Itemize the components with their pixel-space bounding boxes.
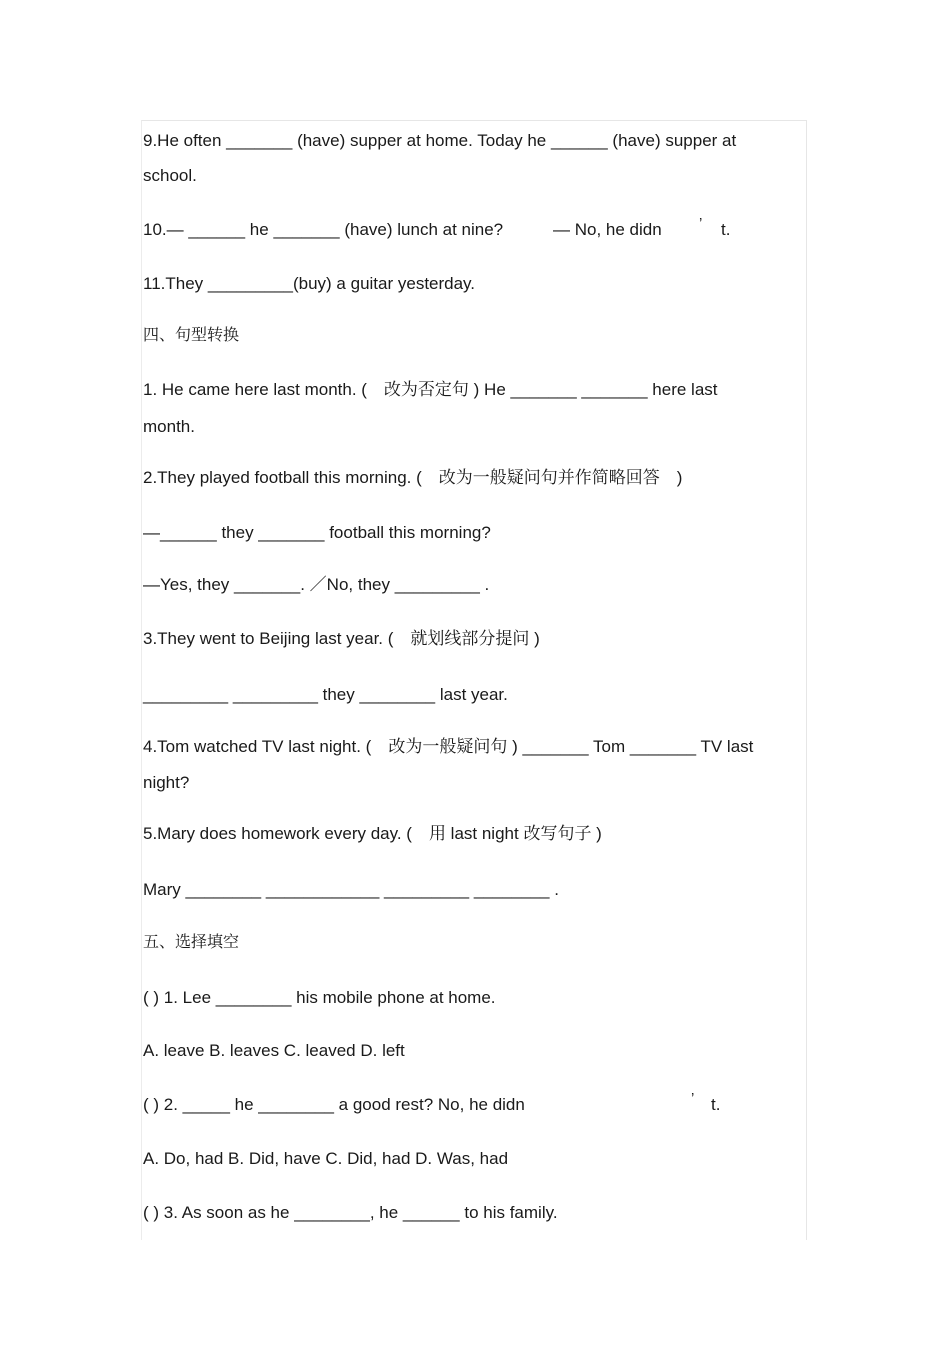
- transform-2-question: —______ they _______ football this morning?: [143, 523, 491, 542]
- transform-1-line-2: month.: [143, 417, 195, 436]
- transform-1-line-1: 1. He came here last month. ( 改为否定句 ) He _______ _______ here last: [143, 380, 718, 399]
- transform-2-answers: —Yes, they _______. ／No, they _________ .: [143, 575, 490, 594]
- exercise-10-question: 10.— ______ he _______ (have) lunch at nine?: [143, 220, 504, 239]
- transform-5-prompt: 5.Mary does homework every day. ( 用 last night 改写句子 ): [143, 824, 602, 843]
- exercise-10-apostrophe: ’: [699, 215, 703, 232]
- exercise-11: 11.They _________(buy) a guitar yesterday.: [143, 274, 476, 293]
- transform-4-line-1: 4.Tom watched TV last night. ( 改为一般疑问句 ) _______ Tom _______ TV last: [143, 737, 754, 756]
- choice-3-question: ( ) 3. As soon as he ________, he ______ to his family.: [143, 1203, 558, 1222]
- choice-2-question-end: t.: [711, 1095, 721, 1114]
- exercise-9-line-2: school.: [143, 166, 197, 185]
- choice-1-options: A. leave B. leaves C. leaved D. left: [143, 1041, 405, 1060]
- choice-2-options: A. Do, had B. Did, have C. Did, had D. Was, had: [143, 1149, 509, 1168]
- choice-1-question: ( ) 1. Lee ________ his mobile phone at home.: [143, 988, 496, 1007]
- transform-3-answer: _________ _________ they ________ last year.: [143, 685, 508, 704]
- exercise-10-answer-end: t.: [721, 220, 731, 239]
- choice-2-question: ( ) 2. _____ he ________ a good rest? No, he didn: [143, 1095, 525, 1114]
- transform-4-line-2: night?: [143, 773, 190, 792]
- exercise-10-answer: — No, he didn: [553, 220, 662, 239]
- section-5-heading: 五、选择填空: [143, 932, 240, 951]
- choice-2-apostrophe: ’: [691, 1090, 695, 1107]
- section-4-heading: 四、句型转换: [143, 325, 240, 344]
- transform-5-answer: Mary ________ ____________ _________ ________ .: [143, 880, 559, 899]
- transform-2-prompt: 2.They played football this morning. ( 改为一般疑问句并作简略回答 ): [143, 468, 683, 487]
- transform-3-prompt: 3.They went to Beijing last year. ( 就划线部分提问 ): [143, 629, 540, 648]
- exercise-9-line-1: 9.He often _______ (have) supper at home. Today he ______ (have) supper at: [143, 131, 737, 150]
